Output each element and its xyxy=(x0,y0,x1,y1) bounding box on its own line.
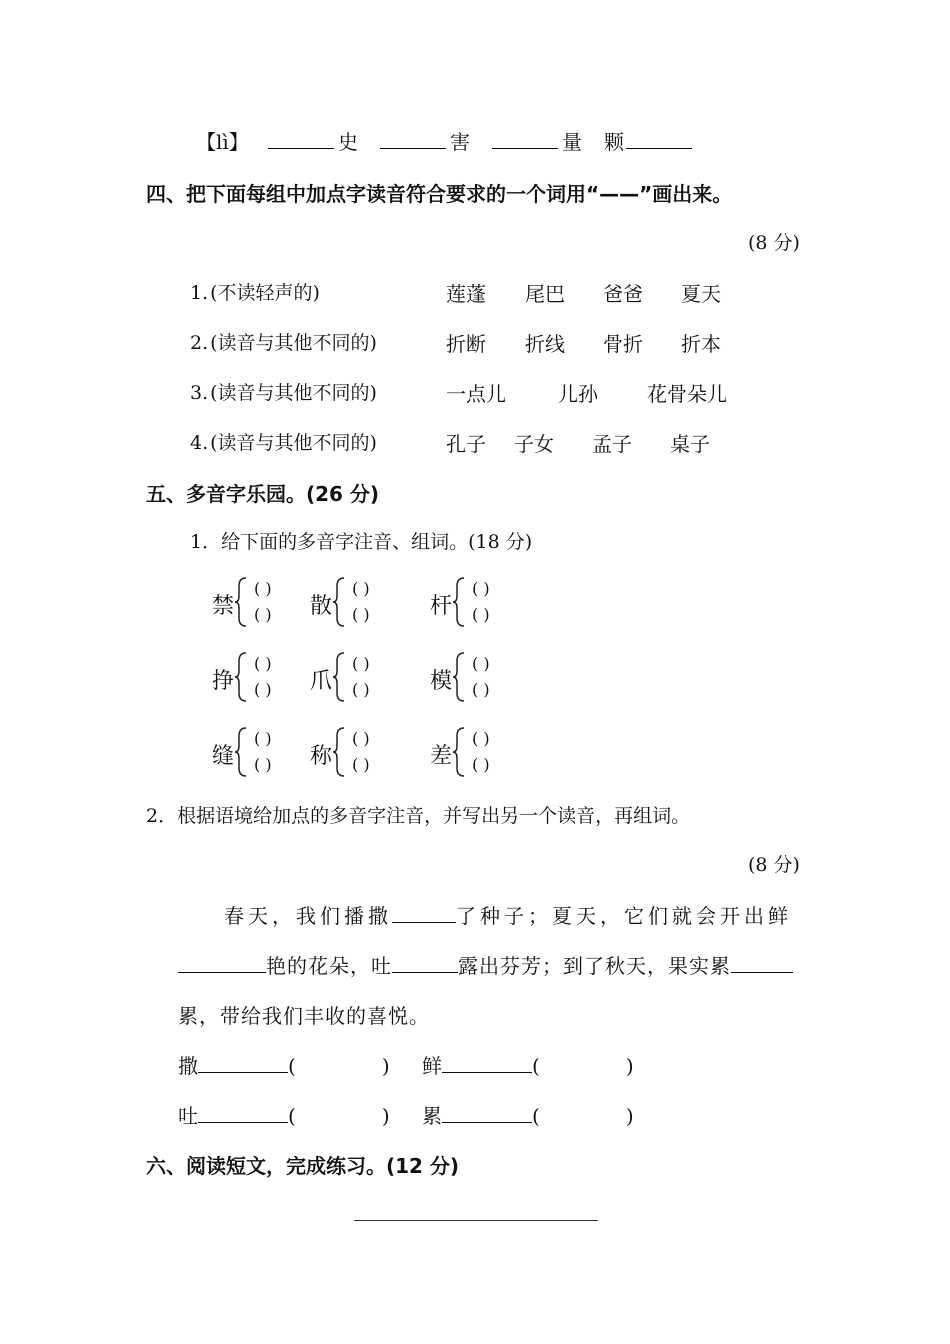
polyphone-char: 模 xyxy=(430,669,453,694)
answer-row-2b: 累 ( ) xyxy=(422,1104,634,1128)
answer-blank[interactable] xyxy=(442,1054,532,1073)
pinyin-blank[interactable]: ( ) xyxy=(254,729,272,748)
pinyin-blank[interactable]: ( ) xyxy=(352,680,370,699)
section4-row-3: 3. (读音与其他不同的) xyxy=(190,382,377,404)
option-word[interactable]: 儿孙 xyxy=(558,382,598,406)
option-word[interactable]: 子女 xyxy=(514,432,554,456)
option-word[interactable]: 折断 xyxy=(446,332,486,356)
section4-title: 四、把下面每组中加点字读音符合要求的一个词用“——”画出来。 xyxy=(146,182,733,206)
passage-blank[interactable] xyxy=(178,954,266,973)
answer-blank[interactable] xyxy=(198,1104,288,1123)
section4-row-1: 1. (不读轻声的) xyxy=(190,282,320,304)
option-word[interactable]: 折线 xyxy=(525,332,565,356)
top-row xyxy=(196,126,249,155)
passage-line-2: 艳的花朵，吐 露出芬芳；到了秋天，果实累 xyxy=(178,950,793,979)
pinyin-blank[interactable]: ( ) xyxy=(472,729,490,748)
answer-row-2: 吐 ( ) xyxy=(178,1104,390,1128)
pinyin-blank[interactable]: ( ) xyxy=(352,729,370,748)
section4-score: (8 分) xyxy=(748,232,800,254)
option-word[interactable]: 莲蓬 xyxy=(446,282,486,306)
section5-q2-score: (8 分) xyxy=(748,854,800,876)
brace-icon xyxy=(234,651,248,703)
polyphone-char: 缝 xyxy=(212,744,235,769)
pinyin-blank[interactable]: ( ) xyxy=(352,605,370,624)
option-word[interactable]: 骨折 xyxy=(603,332,643,356)
pinyin-blank[interactable]: ( ) xyxy=(254,579,272,598)
pinyin-blank[interactable]: ( ) xyxy=(352,654,370,673)
option-word[interactable]: 尾巴 xyxy=(525,282,565,306)
polyphone-char: 散 xyxy=(310,594,333,619)
option-word[interactable]: 折本 xyxy=(681,332,721,356)
section4-row-4: 4. (读音与其他不同的) xyxy=(190,432,377,454)
passage-line-1: 春天，我们播撒 了种子；夏天，它们就会开出鲜 xyxy=(224,904,792,928)
top-row-item-4[interactable]: 颗 xyxy=(604,126,692,155)
top-row-item-2[interactable]: 害 xyxy=(380,126,470,155)
brace-icon xyxy=(234,576,248,628)
polyphone-char: 禁 xyxy=(212,594,235,619)
polyphone-char: 爪 xyxy=(310,669,333,694)
polyphone-char: 差 xyxy=(430,744,453,769)
answer-blank[interactable] xyxy=(442,1104,532,1123)
pinyin-blank[interactable]: ( ) xyxy=(352,755,370,774)
section5-title: 五、多音字乐园。(26 分) xyxy=(146,482,380,506)
brace-icon xyxy=(234,726,248,778)
pinyin-blank[interactable]: ( ) xyxy=(472,755,490,774)
pinyin-blank[interactable]: ( ) xyxy=(472,605,490,624)
brace-icon xyxy=(332,576,346,628)
polyphone-char: 称 xyxy=(310,744,333,769)
passage-blank[interactable] xyxy=(392,904,456,923)
passage-blank[interactable] xyxy=(392,954,458,973)
option-word[interactable]: 夏天 xyxy=(681,282,721,306)
pinyin-blank[interactable]: ( ) xyxy=(352,579,370,598)
brace-icon xyxy=(452,726,466,778)
pinyin-blank[interactable]: ( ) xyxy=(472,654,490,673)
section6-title: 六、阅读短文，完成练习。(12 分) xyxy=(146,1154,460,1178)
polyphone-char: 挣 xyxy=(212,669,235,694)
footer-divider xyxy=(354,1220,598,1221)
pinyin-blank[interactable]: ( ) xyxy=(472,579,490,598)
answer-row-1b: 鲜 ( ) xyxy=(422,1054,634,1078)
polyphone-char: 杆 xyxy=(430,594,453,619)
pinyin-label: 【lì】 xyxy=(196,130,249,154)
passage-blank[interactable] xyxy=(731,954,793,973)
option-word[interactable]: 一点儿 xyxy=(446,382,506,406)
section5-q2: 2．根据语境给加点的多音字注音，并写出另一个读音，再组词。 xyxy=(146,805,691,827)
top-row-item-3[interactable]: 量 xyxy=(492,126,582,155)
passage-line-3: 累，带给我们丰收的喜悦。 xyxy=(178,1004,430,1028)
pinyin-blank[interactable]: ( ) xyxy=(254,605,272,624)
pinyin-blank[interactable]: ( ) xyxy=(254,680,272,699)
answer-row-1: 撒 ( ) xyxy=(178,1054,390,1078)
brace-icon xyxy=(332,726,346,778)
brace-icon xyxy=(452,576,466,628)
option-word[interactable]: 孟子 xyxy=(592,432,632,456)
brace-icon xyxy=(332,651,346,703)
section5-q1: 1．给下面的多音字注音、组词。(18 分) xyxy=(190,531,533,553)
pinyin-blank[interactable]: ( ) xyxy=(254,755,272,774)
option-word[interactable]: 爸爸 xyxy=(603,282,643,306)
brace-icon xyxy=(452,651,466,703)
top-row-item-1[interactable]: 史 xyxy=(268,126,358,155)
answer-blank[interactable] xyxy=(198,1054,288,1073)
pinyin-blank[interactable]: ( ) xyxy=(472,680,490,699)
option-word[interactable]: 花骨朵儿 xyxy=(647,382,727,406)
option-word[interactable]: 孔子 xyxy=(446,432,486,456)
section4-row-2: 2. (读音与其他不同的) xyxy=(190,332,377,354)
option-word[interactable]: 桌子 xyxy=(670,432,710,456)
pinyin-blank[interactable]: ( ) xyxy=(254,654,272,673)
